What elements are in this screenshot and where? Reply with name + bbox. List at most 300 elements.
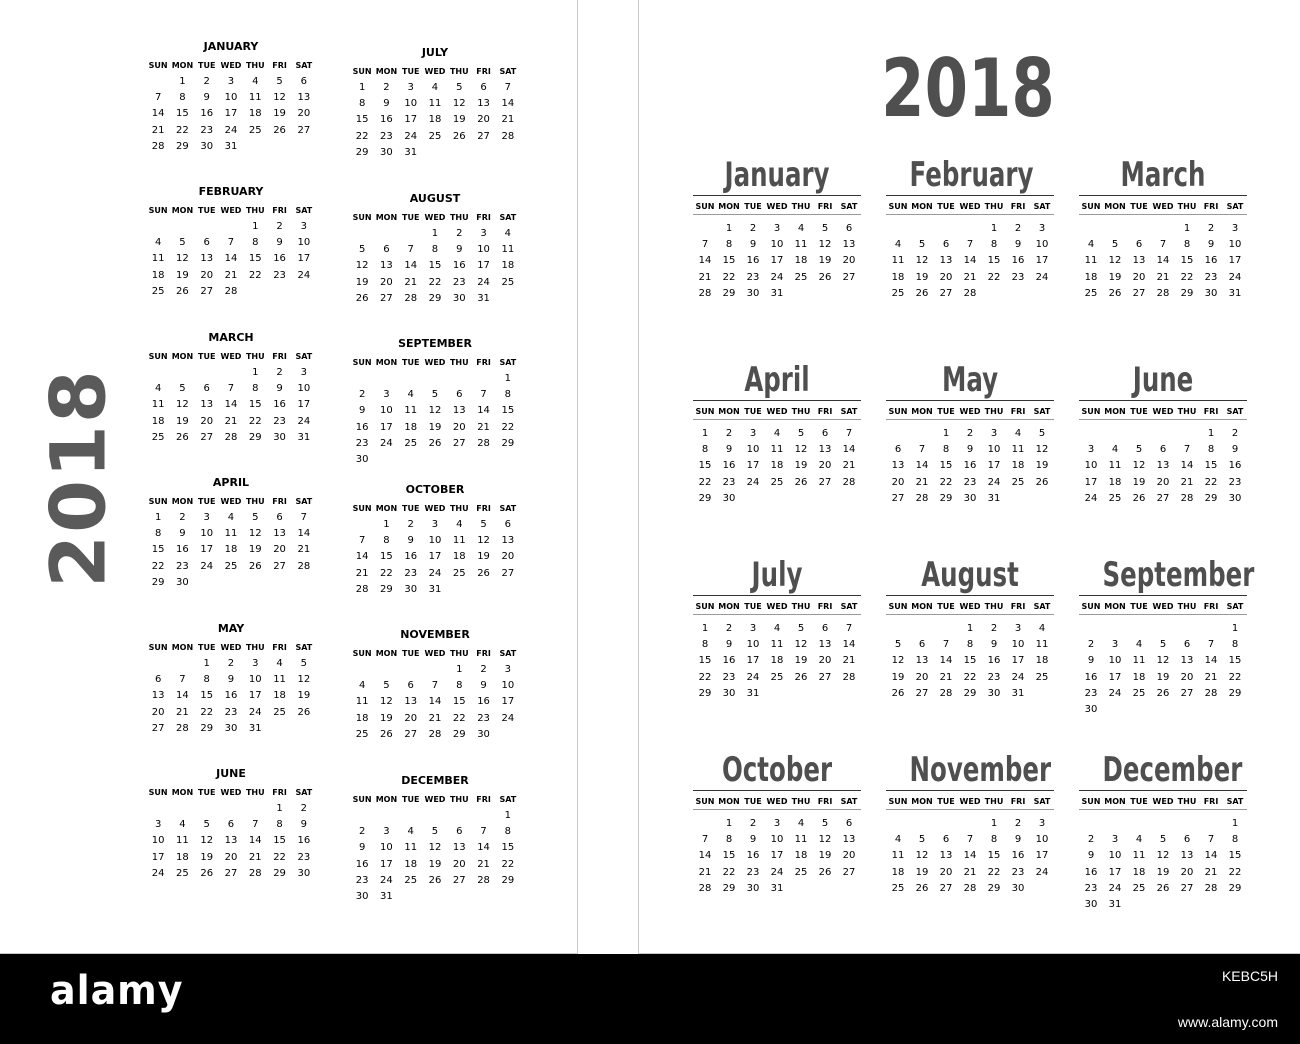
weekday-header: SAT (1223, 404, 1247, 420)
day-cell: 18 (151, 269, 165, 281)
day-cell: 9 (725, 639, 733, 651)
weekday-header: SUN (352, 67, 372, 76)
day-cell: 22 (987, 866, 1001, 878)
day-cell: 1 (431, 228, 439, 239)
day-cell: 18 (1132, 866, 1146, 878)
blank-day-cell (447, 808, 471, 824)
day-cell: 22 (248, 415, 262, 427)
day-cell: 2 (456, 228, 463, 239)
day-cell: 8 (179, 92, 186, 104)
day-cell: 20 (224, 851, 238, 863)
weekday-row (146, 203, 316, 219)
day-cell: 9 (990, 639, 998, 651)
weekday-header: THU (1175, 404, 1199, 420)
day-cell: 28 (698, 287, 712, 299)
weekday-header: SAT (295, 61, 313, 70)
day-cell: 24 (380, 437, 393, 449)
day-cell: 16 (297, 835, 311, 847)
weekday-row (350, 210, 520, 226)
day-cell: 16 (355, 858, 369, 870)
weekday-header: MON (375, 795, 398, 804)
day-cell: 8 (1231, 834, 1239, 846)
weekday-header: FRI (1199, 404, 1223, 420)
day-cell: 17 (1035, 850, 1049, 862)
day-cell: 2 (1014, 818, 1022, 829)
day-cell: 15 (1204, 460, 1218, 472)
day-cell: 15 (698, 655, 712, 667)
day-cell: 15 (380, 551, 393, 563)
day-cell: 26 (818, 866, 832, 878)
weekday-header: SAT (499, 649, 517, 658)
day-cell: 24 (746, 476, 760, 488)
days-grid (350, 662, 520, 743)
day-cell: 1 (358, 82, 366, 93)
day-cell: 11 (151, 253, 165, 265)
weekday-header: TUE (197, 352, 216, 361)
day-cell: 19 (818, 255, 832, 267)
weekday-header: WED (424, 67, 446, 76)
month-rule (1079, 195, 1247, 196)
month-rule (886, 790, 1054, 791)
day-cell: 3 (749, 428, 757, 439)
day-cell: 15 (501, 842, 515, 854)
weekday-header: FRI (1199, 794, 1223, 810)
day-cell: 12 (428, 405, 442, 417)
weekday-header: WED (424, 504, 446, 513)
day-cell: 7 (1207, 834, 1215, 846)
day-cell: 1 (504, 810, 512, 821)
weekday-header: SUN (148, 497, 168, 506)
blank-day-cell (219, 365, 243, 381)
weekday-header: MON (910, 199, 934, 215)
day-cell: 19 (297, 690, 311, 702)
day-cell: 16 (404, 551, 418, 563)
weekday-header: THU (789, 199, 813, 215)
month-name: May (941, 360, 999, 400)
day-cell: 7 (358, 535, 366, 547)
day-cell: 15 (1228, 655, 1242, 667)
weekday-header: SAT (1030, 794, 1054, 810)
day-cell: 29 (722, 287, 736, 299)
day-cell: 17 (1108, 866, 1122, 878)
weekday-header: FRI (272, 497, 287, 506)
day-cell: 6 (276, 512, 283, 523)
day-cell: 1 (456, 664, 463, 675)
day-cell: 30 (1228, 492, 1242, 504)
day-cell: 20 (151, 706, 165, 718)
day-cell: 6 (383, 244, 390, 256)
day-cell: 26 (915, 882, 929, 894)
day-cell: 31 (297, 431, 311, 443)
weekday-header: SAT (295, 206, 313, 215)
day-cell: 25 (404, 874, 418, 886)
weekday-row (146, 494, 316, 510)
days-grid (693, 426, 861, 507)
blank-day-cell (910, 621, 934, 637)
weekday-header: MON (375, 504, 398, 513)
day-cell: 25 (891, 287, 905, 299)
day-cell: 23 (963, 476, 977, 488)
weekday-row (350, 792, 520, 808)
blank-day-cell (1175, 816, 1199, 832)
day-cell: 18 (1011, 460, 1025, 472)
day-cell: 15 (248, 253, 262, 265)
day-cell: 25 (428, 130, 442, 142)
day-cell: 15 (987, 850, 1001, 862)
day-cell: 30 (200, 140, 214, 152)
day-cell: 22 (722, 866, 736, 878)
blank-day-cell (195, 365, 219, 381)
day-cell: 12 (248, 528, 262, 540)
day-cell: 16 (987, 655, 1001, 667)
day-cell: 13 (891, 460, 905, 472)
day-cell: 22 (200, 706, 214, 718)
day-cell: 15 (1180, 255, 1194, 267)
day-cell: 31 (1011, 687, 1025, 699)
blank-day-cell (170, 656, 194, 672)
day-cell: 3 (773, 223, 781, 234)
weekday-header: FRI (1006, 199, 1030, 215)
blank-day-cell (423, 808, 447, 824)
day-cell: 3 (1111, 834, 1119, 846)
days-grid (1079, 426, 1247, 507)
weekday-header: THU (1175, 199, 1199, 215)
day-cell: 9 (1087, 655, 1095, 667)
day-cell: 18 (355, 712, 369, 724)
day-cell: 7 (918, 444, 926, 456)
days-grid (693, 221, 861, 302)
month-rule (693, 195, 861, 196)
day-cell: 5 (821, 818, 829, 829)
day-cell: 29 (1180, 287, 1194, 299)
day-cell: 4 (1014, 428, 1022, 439)
weekday-row (693, 599, 861, 615)
day-cell: 21 (698, 866, 712, 878)
day-cell: 11 (1132, 655, 1146, 667)
month-calendar-march (146, 331, 316, 446)
day-cell: 12 (1108, 255, 1122, 267)
day-cell: 17 (297, 253, 311, 265)
day-cell: 29 (1228, 687, 1242, 699)
blank-day-cell (958, 816, 982, 832)
weekday-header: TUE (934, 199, 958, 215)
blank-day-cell (399, 371, 423, 387)
blank-day-cell (1079, 426, 1103, 442)
weekday-header: THU (245, 61, 265, 70)
weekday-header: THU (1175, 599, 1199, 615)
month-name: JUNE (216, 767, 246, 780)
day-cell: 10 (1011, 639, 1025, 651)
day-cell: 17 (404, 114, 418, 126)
day-cell: 2 (203, 76, 210, 87)
day-cell: 10 (200, 528, 214, 540)
weekday-header: SUN (352, 649, 372, 658)
day-cell: 31 (746, 687, 760, 699)
day-cell: 24 (1084, 492, 1098, 504)
day-cell: 2 (966, 428, 974, 439)
day-cell: 4 (773, 428, 781, 439)
day-cell: 30 (722, 687, 736, 699)
day-cell: 27 (1156, 492, 1170, 504)
day-cell: 12 (176, 399, 189, 411)
blank-day-cell (170, 365, 194, 381)
day-cell: 30 (722, 492, 736, 504)
day-cell: 4 (227, 512, 235, 523)
day-cell: 9 (725, 444, 733, 456)
day-cell: 6 (845, 818, 853, 829)
blank-day-cell (1199, 621, 1223, 637)
day-cell: 31 (1108, 898, 1122, 910)
blank-day-cell (374, 808, 398, 824)
month-name: APRIL (212, 476, 250, 489)
weekday-header: WED (1151, 599, 1175, 615)
weekday-header: SAT (837, 404, 861, 420)
day-cell: 17 (151, 851, 165, 863)
day-cell: 11 (452, 535, 466, 547)
day-cell: 7 (1207, 639, 1215, 651)
day-cell: 23 (200, 124, 214, 136)
blank-day-cell (350, 662, 374, 678)
weekday-header: TUE (401, 213, 420, 222)
day-cell: 15 (698, 460, 712, 472)
day-cell: 1 (276, 803, 283, 814)
blank-day-cell (471, 808, 495, 824)
day-cell: 18 (794, 850, 808, 862)
day-cell: 14 (151, 108, 165, 120)
day-cell: 19 (1156, 671, 1170, 683)
day-cell: 14 (963, 850, 977, 862)
day-cell: 17 (248, 690, 262, 702)
days-grid (693, 816, 861, 897)
day-cell: 16 (722, 655, 736, 667)
blank-day-cell (1151, 816, 1175, 832)
month-name: September (1102, 555, 1255, 595)
blank-day-cell (471, 371, 495, 387)
month-calendar-february (146, 185, 316, 300)
weekday-header: MON (171, 352, 194, 361)
blank-day-cell (1127, 816, 1151, 832)
day-cell: 25 (404, 437, 418, 449)
weekday-header: FRI (1199, 199, 1223, 215)
day-cell: 25 (501, 276, 515, 288)
day-cell: 30 (746, 882, 760, 894)
day-cell: 22 (1228, 671, 1242, 683)
day-cell: 18 (891, 271, 905, 283)
weekday-header: SUN (352, 795, 372, 804)
day-cell: 19 (891, 671, 905, 683)
day-cell: 5 (431, 826, 439, 838)
day-cell: 5 (252, 512, 259, 523)
day-cell: 23 (355, 437, 369, 449)
weekday-header: SUN (693, 794, 717, 810)
day-cell: 13 (1180, 850, 1194, 862)
day-cell: 6 (456, 826, 463, 838)
weekday-header: SUN (148, 788, 168, 797)
day-cell: 30 (987, 687, 1001, 699)
day-cell: 20 (842, 850, 856, 862)
day-cell: 22 (355, 130, 369, 142)
day-cell: 23 (355, 874, 369, 886)
weekday-header: WED (424, 358, 446, 367)
weekday-header: SUN (352, 504, 372, 513)
day-cell: 22 (987, 271, 1001, 283)
day-cell: 23 (273, 269, 286, 281)
month-calendar-august (350, 192, 520, 307)
day-cell: 30 (273, 431, 286, 443)
day-cell: 24 (1011, 671, 1025, 683)
weekday-header: TUE (1127, 404, 1151, 420)
day-cell: 28 (428, 728, 442, 740)
weekday-header: TUE (1127, 199, 1151, 215)
day-cell: 18 (224, 544, 238, 556)
day-cell: 11 (1084, 255, 1098, 267)
weekday-header: WED (1151, 404, 1175, 420)
month-name: November (909, 750, 1052, 790)
day-cell: 25 (176, 867, 189, 879)
day-cell: 30 (224, 722, 238, 734)
weekday-row (693, 199, 861, 215)
month-calendar-july (350, 46, 520, 161)
month-calendar-february (886, 155, 1054, 302)
blank-day-cell (1199, 816, 1223, 832)
day-cell: 13 (151, 690, 165, 702)
month-calendar-october (350, 483, 520, 598)
month-calendar-august (886, 555, 1054, 702)
weekday-header: THU (789, 794, 813, 810)
month-name: June (1132, 360, 1194, 400)
day-cell: 25 (794, 271, 808, 283)
month-calendar-july (693, 555, 861, 702)
weekday-header: THU (245, 643, 265, 652)
day-cell: 27 (380, 292, 393, 304)
day-cell: 22 (698, 476, 712, 488)
weekday-header: THU (245, 206, 265, 215)
day-cell: 20 (200, 415, 214, 427)
day-cell: 2 (480, 664, 487, 675)
day-cell: 24 (1035, 866, 1049, 878)
day-cell: 31 (380, 890, 393, 902)
month-name: JULY (421, 46, 449, 59)
day-cell: 16 (1084, 671, 1098, 683)
blank-day-cell (146, 74, 170, 90)
day-cell: 30 (452, 292, 466, 304)
day-cell: 22 (963, 671, 977, 683)
day-cell: 28 (355, 583, 369, 595)
day-cell: 30 (963, 492, 977, 504)
day-cell: 24 (1035, 271, 1049, 283)
day-cell: 6 (1183, 639, 1191, 651)
day-cell: 4 (154, 383, 162, 395)
day-cell: 4 (504, 228, 512, 239)
day-cell: 26 (1132, 492, 1146, 504)
weekday-header: SUN (148, 61, 168, 70)
weekday-header: MON (375, 213, 398, 222)
day-cell: 23 (380, 130, 393, 142)
day-cell: 20 (273, 544, 286, 556)
weekday-header: SUN (352, 213, 372, 222)
day-cell: 12 (200, 835, 214, 847)
day-cell: 4 (407, 826, 414, 838)
weekday-row (886, 199, 1054, 215)
day-cell: 10 (987, 444, 1001, 456)
day-cell: 3 (1111, 639, 1119, 651)
day-cell: 3 (1038, 818, 1046, 829)
day-cell: 18 (176, 851, 189, 863)
weekday-row (1079, 404, 1247, 420)
day-cell: 22 (1228, 866, 1242, 878)
day-cell: 28 (1204, 882, 1218, 894)
blank-day-cell (350, 808, 374, 824)
day-cell: 2 (1014, 223, 1022, 234)
weekday-header: WED (220, 643, 242, 652)
day-cell: 13 (452, 405, 466, 417)
day-cell: 31 (1228, 287, 1242, 299)
day-cell: 14 (404, 260, 418, 272)
day-cell: 11 (404, 405, 418, 417)
day-cell: 20 (200, 269, 214, 281)
day-cell: 1 (179, 76, 186, 87)
image-id: KEBC5H (1221, 968, 1278, 984)
day-cell: 11 (1011, 444, 1025, 456)
weekday-header: SAT (499, 67, 517, 76)
day-cell: 6 (942, 834, 950, 846)
weekday-header: TUE (197, 497, 216, 506)
day-cell: 7 (300, 512, 308, 523)
blank-day-cell (350, 371, 374, 387)
weekday-header: SUN (1079, 599, 1103, 615)
month-name: December (1102, 750, 1243, 790)
day-cell: 4 (456, 519, 463, 530)
weekday-header: SAT (1030, 599, 1054, 615)
month-calendar-september (350, 337, 520, 468)
day-cell: 30 (380, 146, 393, 158)
day-cell: 12 (428, 842, 442, 854)
day-cell: 17 (1108, 671, 1122, 683)
day-cell: 30 (176, 576, 189, 588)
days-grid (146, 74, 316, 155)
weekday-row (886, 404, 1054, 420)
month-name: March (1120, 155, 1206, 195)
weekday-header: MON (171, 61, 194, 70)
month-calendar-october (693, 750, 861, 897)
weekday-header: WED (424, 795, 446, 804)
day-cell: 31 (248, 722, 262, 734)
day-cell: 3 (504, 664, 512, 675)
day-cell: 13 (224, 835, 238, 847)
day-cell: 7 (845, 623, 853, 634)
day-cell: 12 (1035, 444, 1049, 456)
day-cell: 16 (1011, 850, 1025, 862)
day-cell: 14 (248, 835, 262, 847)
day-cell: 15 (151, 544, 165, 556)
day-cell: 3 (407, 82, 414, 93)
weekday-header: WED (424, 213, 446, 222)
day-cell: 21 (842, 655, 856, 667)
blank-day-cell (374, 226, 398, 242)
day-cell: 13 (297, 92, 311, 104)
day-cell: 26 (297, 706, 311, 718)
day-cell: 6 (894, 444, 902, 456)
month-name: OCTOBER (405, 483, 465, 496)
day-cell: 30 (1084, 703, 1098, 715)
blank-day-cell (934, 816, 958, 832)
day-cell: 19 (1035, 460, 1049, 472)
day-cell: 29 (698, 492, 712, 504)
day-cell: 2 (358, 389, 366, 401)
day-cell: 22 (151, 560, 165, 572)
day-cell: 7 (701, 834, 709, 846)
days-grid (146, 219, 316, 300)
